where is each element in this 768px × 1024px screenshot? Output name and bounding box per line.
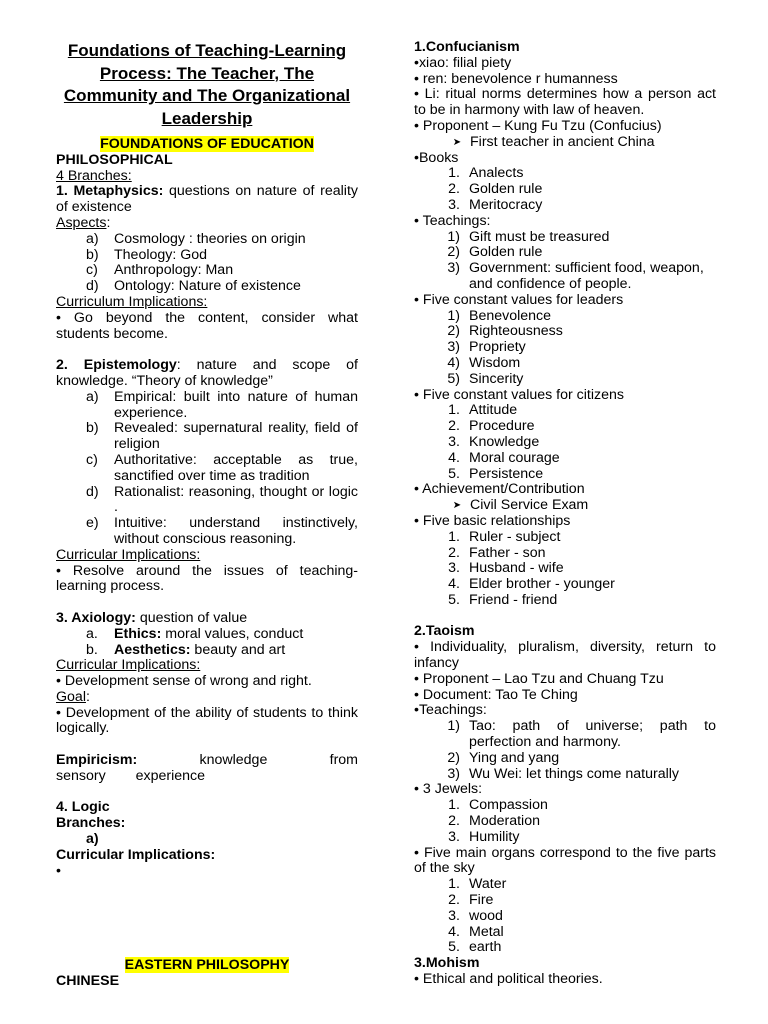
list-item (414, 593, 716, 609)
list-item (414, 530, 716, 546)
list-text: Persistence (469, 465, 544, 482)
list-text: Ruler - subject (469, 528, 561, 545)
goal-text: • Development of the ability of students to think logically. (56, 704, 358, 737)
organs-list (414, 877, 716, 956)
proponent-line: • Proponent – Kung Fu Tzu (Confucius) (414, 117, 662, 134)
branches-label: 4 Branches: (56, 167, 132, 184)
teachings-list (414, 230, 716, 293)
eastern-philosophy-heading: EASTERN PHILOSOPHY (124, 957, 290, 974)
epistemology-heading: 2. Epistemology (56, 357, 177, 374)
list-term: Aesthetics: (114, 641, 191, 658)
list-item (414, 719, 716, 751)
list-text: Rationalist: reasoning, thought or logic . (114, 483, 358, 516)
arrow-bullet-icon: ➤ (452, 500, 462, 512)
list-item (414, 245, 716, 261)
list-item (414, 561, 716, 577)
list-marker: 5. (448, 939, 460, 956)
list-item (56, 232, 358, 248)
list-text: Wu Wei: let things come naturally (469, 765, 680, 782)
books-line: •Books (414, 149, 459, 166)
list-item (414, 198, 716, 214)
list-item (414, 940, 716, 956)
list-item (414, 309, 716, 325)
document-title: Foundations of Teaching-Learning Process: The Teacher, The Community and The Organizational Leadership (63, 41, 351, 128)
list-marker: 1. (448, 876, 460, 893)
list-item (414, 324, 716, 340)
list-item (56, 248, 358, 264)
list-text: Golden rule (469, 244, 543, 261)
empiricism-text: knowledge from sensory experience (56, 752, 358, 784)
metaphysics-text: questions on nature of reality of existence (56, 183, 358, 216)
curricular-implications-label: Curricular Implications: (56, 546, 201, 563)
aspect-list (56, 232, 358, 295)
list-text: Empirical: built into nature of human experience. (114, 388, 358, 421)
leaders-line: • Five constant values for leaders (414, 291, 624, 308)
list-marker: b. (86, 641, 98, 658)
list-text: earth (469, 939, 502, 956)
list-marker: 2. (448, 892, 460, 909)
list-item (414, 577, 716, 593)
ren-line: • ren: benevolence r humanness (414, 70, 618, 87)
list-text: Anthropology: Man (114, 262, 234, 279)
list-text: Procedure (469, 418, 535, 435)
list-item (56, 453, 358, 485)
list-marker: d) (86, 483, 99, 500)
list-text: Gift must be treasured (469, 228, 610, 245)
list-marker: e) (86, 515, 99, 532)
list-text: Ying and yang (469, 749, 560, 766)
curricular-implications-text: • Development sense of wrong and right. (56, 673, 312, 690)
list-item (414, 230, 716, 246)
empty-bullet: • (56, 862, 61, 879)
list-text: Ontology: Nature of existence (114, 278, 301, 295)
list-marker: 1. (448, 528, 460, 545)
list-marker: 2) (447, 749, 460, 766)
curriculum-implications-label: Curriculum Implications: (56, 293, 208, 310)
list-marker: 1. (448, 797, 460, 814)
list-item (414, 877, 716, 893)
list-text: Sincerity (469, 370, 524, 387)
list-text: Meritocracy (469, 196, 543, 213)
list-item (414, 435, 716, 451)
list-item (56, 627, 358, 643)
list-marker: 1. (448, 165, 460, 182)
list-item (56, 279, 358, 295)
list-marker: 3. (448, 560, 460, 577)
curriculum-implications-text: • Go beyond the content, consider what students become. (56, 309, 358, 342)
list-item (56, 421, 358, 453)
list-marker: 5) (447, 370, 460, 387)
axiology-heading: 3. Axiology: (56, 609, 136, 626)
list-item (56, 643, 358, 659)
axiology-list (56, 627, 358, 659)
list-term: Ethics: (114, 625, 162, 642)
list-text (114, 627, 358, 643)
citizens-line: • Five constant values for citizens (414, 386, 624, 403)
list-marker: 3) (447, 765, 460, 782)
list-text: Compassion (469, 797, 548, 814)
taoism-heading: 2.Taoism (414, 623, 475, 640)
list-item (414, 751, 716, 767)
epistemology-list (56, 390, 358, 548)
list-marker: 2. (448, 544, 460, 561)
metaphysics-paragraph (56, 184, 358, 216)
list-text: Fire (469, 892, 494, 909)
list-text: Metal (469, 923, 504, 940)
list-item (414, 925, 716, 941)
list-text: Intuitive: understand instinctively, without conscious reasoning. (114, 515, 358, 547)
taoism-individuality: • Individuality, pluralism, diversity, return to infancy (414, 639, 716, 672)
list-definition: moral values, conduct (161, 625, 304, 642)
list-marker: 4. (448, 576, 460, 593)
list-item (414, 356, 716, 372)
taoism-document: • Document: Tao Te Ching (414, 686, 578, 703)
list-marker: 4. (448, 923, 460, 940)
teachings-line: • Teachings: (414, 212, 491, 229)
list-text: Friend - friend (469, 591, 558, 608)
aspects-label: Aspects: (56, 214, 111, 231)
taoism-teachings-list (414, 719, 716, 782)
list-item (56, 390, 358, 422)
relationships-line: • Five basic relationships (414, 512, 571, 529)
list-item (414, 830, 716, 846)
list-item (56, 516, 358, 548)
list-text: wood (469, 907, 503, 924)
list-text: Wisdom (469, 354, 521, 371)
list-item (414, 403, 716, 419)
list-marker: 1) (447, 228, 460, 245)
list-text: Humility (469, 828, 520, 845)
list-item (414, 798, 716, 814)
list-text: Moderation (469, 813, 540, 830)
empiricism-paragraph (56, 753, 358, 785)
mohism-text: • Ethical and political theories. (414, 971, 603, 988)
arrow-bullet-icon: ➤ (452, 136, 462, 148)
list-text: Elder brother - younger (469, 576, 615, 593)
list-item (414, 261, 716, 293)
list-marker: b) (86, 420, 99, 437)
list-text: Analects (469, 165, 524, 182)
organs-line: • Five main organs correspond to the five parts of the sky (414, 844, 716, 877)
axiology-paragraph (56, 611, 358, 627)
list-marker: 1) (447, 307, 460, 324)
list-item (414, 340, 716, 356)
citizens-list (414, 403, 716, 482)
list-marker: 3) (447, 339, 460, 356)
jewels-list (414, 798, 716, 845)
taoism-proponent: • Proponent – Lao Tzu and Chuang Tzu (414, 670, 664, 687)
logic-heading: 4. Logic (56, 799, 110, 816)
list-marker: 2) (447, 323, 460, 340)
list-definition: beauty and art (190, 641, 286, 658)
list-text: Benevolence (469, 307, 552, 324)
list-marker: c) (86, 262, 98, 279)
list-text: Water (469, 876, 507, 893)
list-text: Knowledge (469, 433, 540, 450)
mohism-heading: 3.Mohism (414, 955, 480, 972)
achievement-line: • Achievement/Contribution (414, 481, 585, 498)
branches-heading: Branches: (56, 815, 126, 832)
philosophical-heading: PHILOSOPHICAL (56, 151, 173, 168)
list-marker: c) (86, 451, 98, 468)
list-text: Theology: God (114, 246, 208, 263)
li-line: • Li: ritual norms determines how a person act to be in harmony with law of heaven. (414, 86, 716, 119)
list-marker: 2. (448, 181, 460, 198)
list-text: Righteousness (469, 323, 563, 340)
list-marker: 3. (448, 196, 460, 213)
list-marker: 5. (448, 591, 460, 608)
jewels-line: • 3 Jewels: (414, 781, 483, 798)
list-text: Father - son (469, 544, 546, 561)
list-item (414, 546, 716, 562)
list-marker: a. (86, 625, 98, 642)
list-text: Cosmology : theories on origin (114, 230, 306, 247)
foundations-heading: FOUNDATIONS OF EDUCATION (100, 136, 314, 152)
books-list (414, 166, 716, 213)
goal-label: Goal: (56, 688, 90, 705)
list-item (414, 419, 716, 435)
metaphysics-heading: 1. Metaphysics: (56, 183, 164, 200)
list-marker: 4. (448, 449, 460, 466)
list-marker: 3. (448, 907, 460, 924)
list-marker: 2. (448, 418, 460, 435)
list-marker: a) (86, 230, 99, 247)
list-item (414, 467, 716, 483)
leaders-list (414, 309, 716, 388)
list-item (414, 182, 716, 198)
list-text: Revealed: supernatural reality, field of religion (114, 420, 358, 453)
branch-a: a) (86, 831, 99, 848)
list-marker: 2. (448, 813, 460, 830)
list-marker: 4) (447, 354, 460, 371)
taoism-teachings: •Teachings: (414, 702, 487, 719)
list-item (56, 263, 358, 279)
list-marker: 1. (448, 402, 460, 419)
list-item (414, 909, 716, 925)
list-text: Authoritative: acceptable as true, sanctified over time as tradition (114, 451, 358, 484)
axiology-text: question of value (135, 609, 248, 626)
list-marker: 3) (447, 260, 460, 277)
list-marker: a) (86, 388, 99, 405)
curricular-implications-heading: Curricular Implications: (56, 846, 216, 863)
list-item (414, 166, 716, 182)
list-text: Husband - wife (469, 560, 564, 577)
list-marker: d) (86, 278, 99, 295)
list-text: Attitude (469, 402, 518, 419)
list-item (56, 485, 358, 517)
list-marker: 5. (448, 465, 460, 482)
empiricism-heading: Empiricism: (56, 752, 138, 769)
list-marker: 3. (448, 828, 460, 845)
curricular-implications-label: Curricular Implications: (56, 657, 201, 674)
list-item (414, 372, 716, 388)
relationships-list (414, 530, 716, 609)
list-item (414, 451, 716, 467)
list-text (114, 643, 358, 659)
list-item: ➤ Civil Service Exam (414, 498, 716, 514)
list-marker: 1) (447, 718, 460, 735)
xiao-line: •xiao: filial piety (414, 54, 512, 71)
list-marker: b) (86, 246, 99, 263)
list-item: ➤ First teacher in ancient China (414, 135, 716, 151)
list-text: Government: sufficient food, weapon, and confidence of people. (469, 260, 704, 292)
epistemology-paragraph (56, 358, 358, 390)
list-text: Propriety (469, 339, 526, 356)
list-text: Tao: path of universe; path to perfection and harmony. (469, 718, 716, 751)
list-item (414, 814, 716, 830)
right-column (414, 40, 716, 988)
curricular-implications-text: • Resolve around the issues of teaching-learning process. (56, 562, 358, 595)
chinese-heading: CHINESE (56, 973, 120, 990)
confucianism-heading: 1.Confucianism (414, 39, 520, 55)
list-marker: 3. (448, 433, 460, 450)
epistemology-text: : nature and scope of knowledge. “Theory of knowledge” (56, 357, 358, 389)
list-item (414, 767, 716, 783)
list-item (414, 893, 716, 909)
list-text: Golden rule (469, 181, 543, 198)
list-text: Moral courage (469, 449, 560, 466)
list-marker: 2) (447, 244, 460, 261)
left-column (56, 40, 358, 990)
